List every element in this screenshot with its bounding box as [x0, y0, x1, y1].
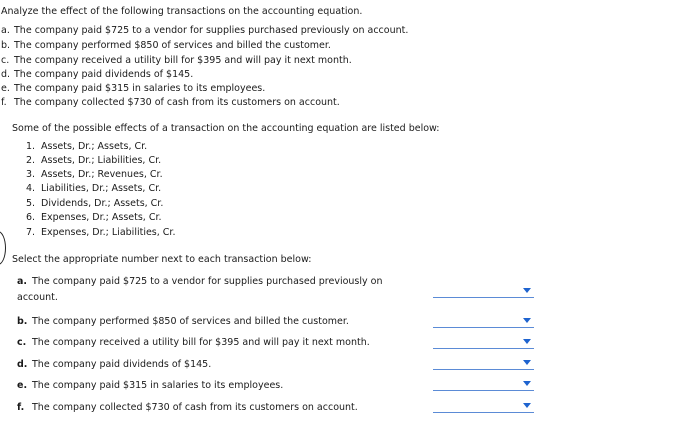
- answer-select-f-underline: [433, 412, 534, 413]
- answer-select-d[interactable]: [433, 359, 534, 370]
- answer-select-a-underline: [433, 297, 534, 298]
- transaction-text-a: The company paid $725 to a vendor for supplies purchased previously on account.: [14, 25, 409, 36]
- chevron-down-icon[interactable]: [523, 403, 531, 408]
- answer-letter-a: a.: [17, 276, 28, 287]
- answer-text-b: The company performed $850 of services and billed the customer.: [32, 316, 349, 327]
- left-edge-arc: [0, 231, 6, 265]
- answer-text-e: The company paid $315 in salaries to its employees.: [32, 380, 284, 391]
- answer-select-c[interactable]: [433, 338, 534, 349]
- transaction-letter-d: d.: [1, 69, 11, 80]
- answer-select-d-underline: [433, 369, 534, 370]
- transaction-text-f: The company collected $730 of cash from its customers on account.: [14, 97, 340, 108]
- answer-select-b-underline: [433, 327, 534, 328]
- effect-text-1: Assets, Dr.; Assets, Cr.: [41, 141, 148, 152]
- answer-select-c-underline: [433, 348, 534, 349]
- answer-letter-d: d.: [17, 359, 28, 370]
- effect-number-5: 5.: [26, 198, 36, 209]
- effect-number-6: 6.: [26, 212, 36, 223]
- answer-text-c: The company received a utility bill for $395 and will pay it next month.: [32, 337, 370, 348]
- effect-text-4: Liabilities, Dr.; Assets, Cr.: [41, 183, 162, 194]
- effect-number-4: 4.: [26, 183, 36, 194]
- transaction-text-b: The company performed $850 of services and billed the customer.: [14, 40, 331, 51]
- transaction-text-d: The company paid dividends of $145.: [14, 69, 194, 80]
- effect-number-7: 7.: [26, 227, 36, 238]
- transaction-letter-b: b.: [1, 40, 11, 51]
- transaction-text-e: The company paid $315 in salaries to its employees.: [14, 83, 266, 94]
- answer-select-f[interactable]: [433, 402, 534, 413]
- answer-select-b[interactable]: [433, 317, 534, 328]
- effect-text-3: Assets, Dr.; Revenues, Cr.: [41, 169, 163, 180]
- effects-intro-text: Some of the possible effects of a transaction on the accounting equation are listed below:: [12, 123, 440, 134]
- chevron-down-icon[interactable]: [523, 381, 531, 386]
- effect-number-1: 1.: [26, 141, 36, 152]
- chevron-down-icon[interactable]: [523, 288, 531, 293]
- instruction-text: Analyze the effect of the following transactions on the accounting equation.: [1, 6, 363, 17]
- chevron-down-icon[interactable]: [523, 360, 531, 365]
- effect-text-2: Assets, Dr.; Liabilities, Cr.: [41, 155, 162, 166]
- answer-select-a[interactable]: [433, 287, 534, 298]
- select-prompt-text: Select the appropriate number next to each transaction below:: [12, 254, 312, 265]
- answer-text-d: The company paid dividends of $145.: [32, 359, 212, 370]
- effect-text-6: Expenses, Dr.; Assets, Cr.: [41, 212, 162, 223]
- transaction-letter-f: f.: [1, 97, 7, 108]
- answer-letter-f: f.: [17, 402, 25, 413]
- effect-number-2: 2.: [26, 155, 36, 166]
- answer-text-a-continued: account.: [17, 292, 58, 303]
- answer-letter-e: e.: [17, 380, 28, 391]
- effect-number-3: 3.: [26, 169, 36, 180]
- effect-text-7: Expenses, Dr.; Liabilities, Cr.: [41, 227, 176, 238]
- transaction-letter-a: a.: [1, 25, 10, 36]
- answer-select-e[interactable]: [433, 380, 534, 391]
- answer-text-a: The company paid $725 to a vendor for supplies purchased previously on: [32, 276, 383, 287]
- chevron-down-icon[interactable]: [523, 318, 531, 323]
- transaction-text-c: The company received a utility bill for $395 and will pay it next month.: [14, 55, 352, 66]
- answer-letter-b: b.: [17, 316, 28, 327]
- answer-letter-c: c.: [17, 337, 27, 348]
- transaction-letter-c: c.: [1, 55, 10, 66]
- chevron-down-icon[interactable]: [523, 339, 531, 344]
- transaction-letter-e: e.: [1, 83, 10, 94]
- answer-text-f: The company collected $730 of cash from its customers on account.: [32, 402, 358, 413]
- answer-select-e-underline: [433, 390, 534, 391]
- effect-text-5: Dividends, Dr.; Assets, Cr.: [41, 198, 164, 209]
